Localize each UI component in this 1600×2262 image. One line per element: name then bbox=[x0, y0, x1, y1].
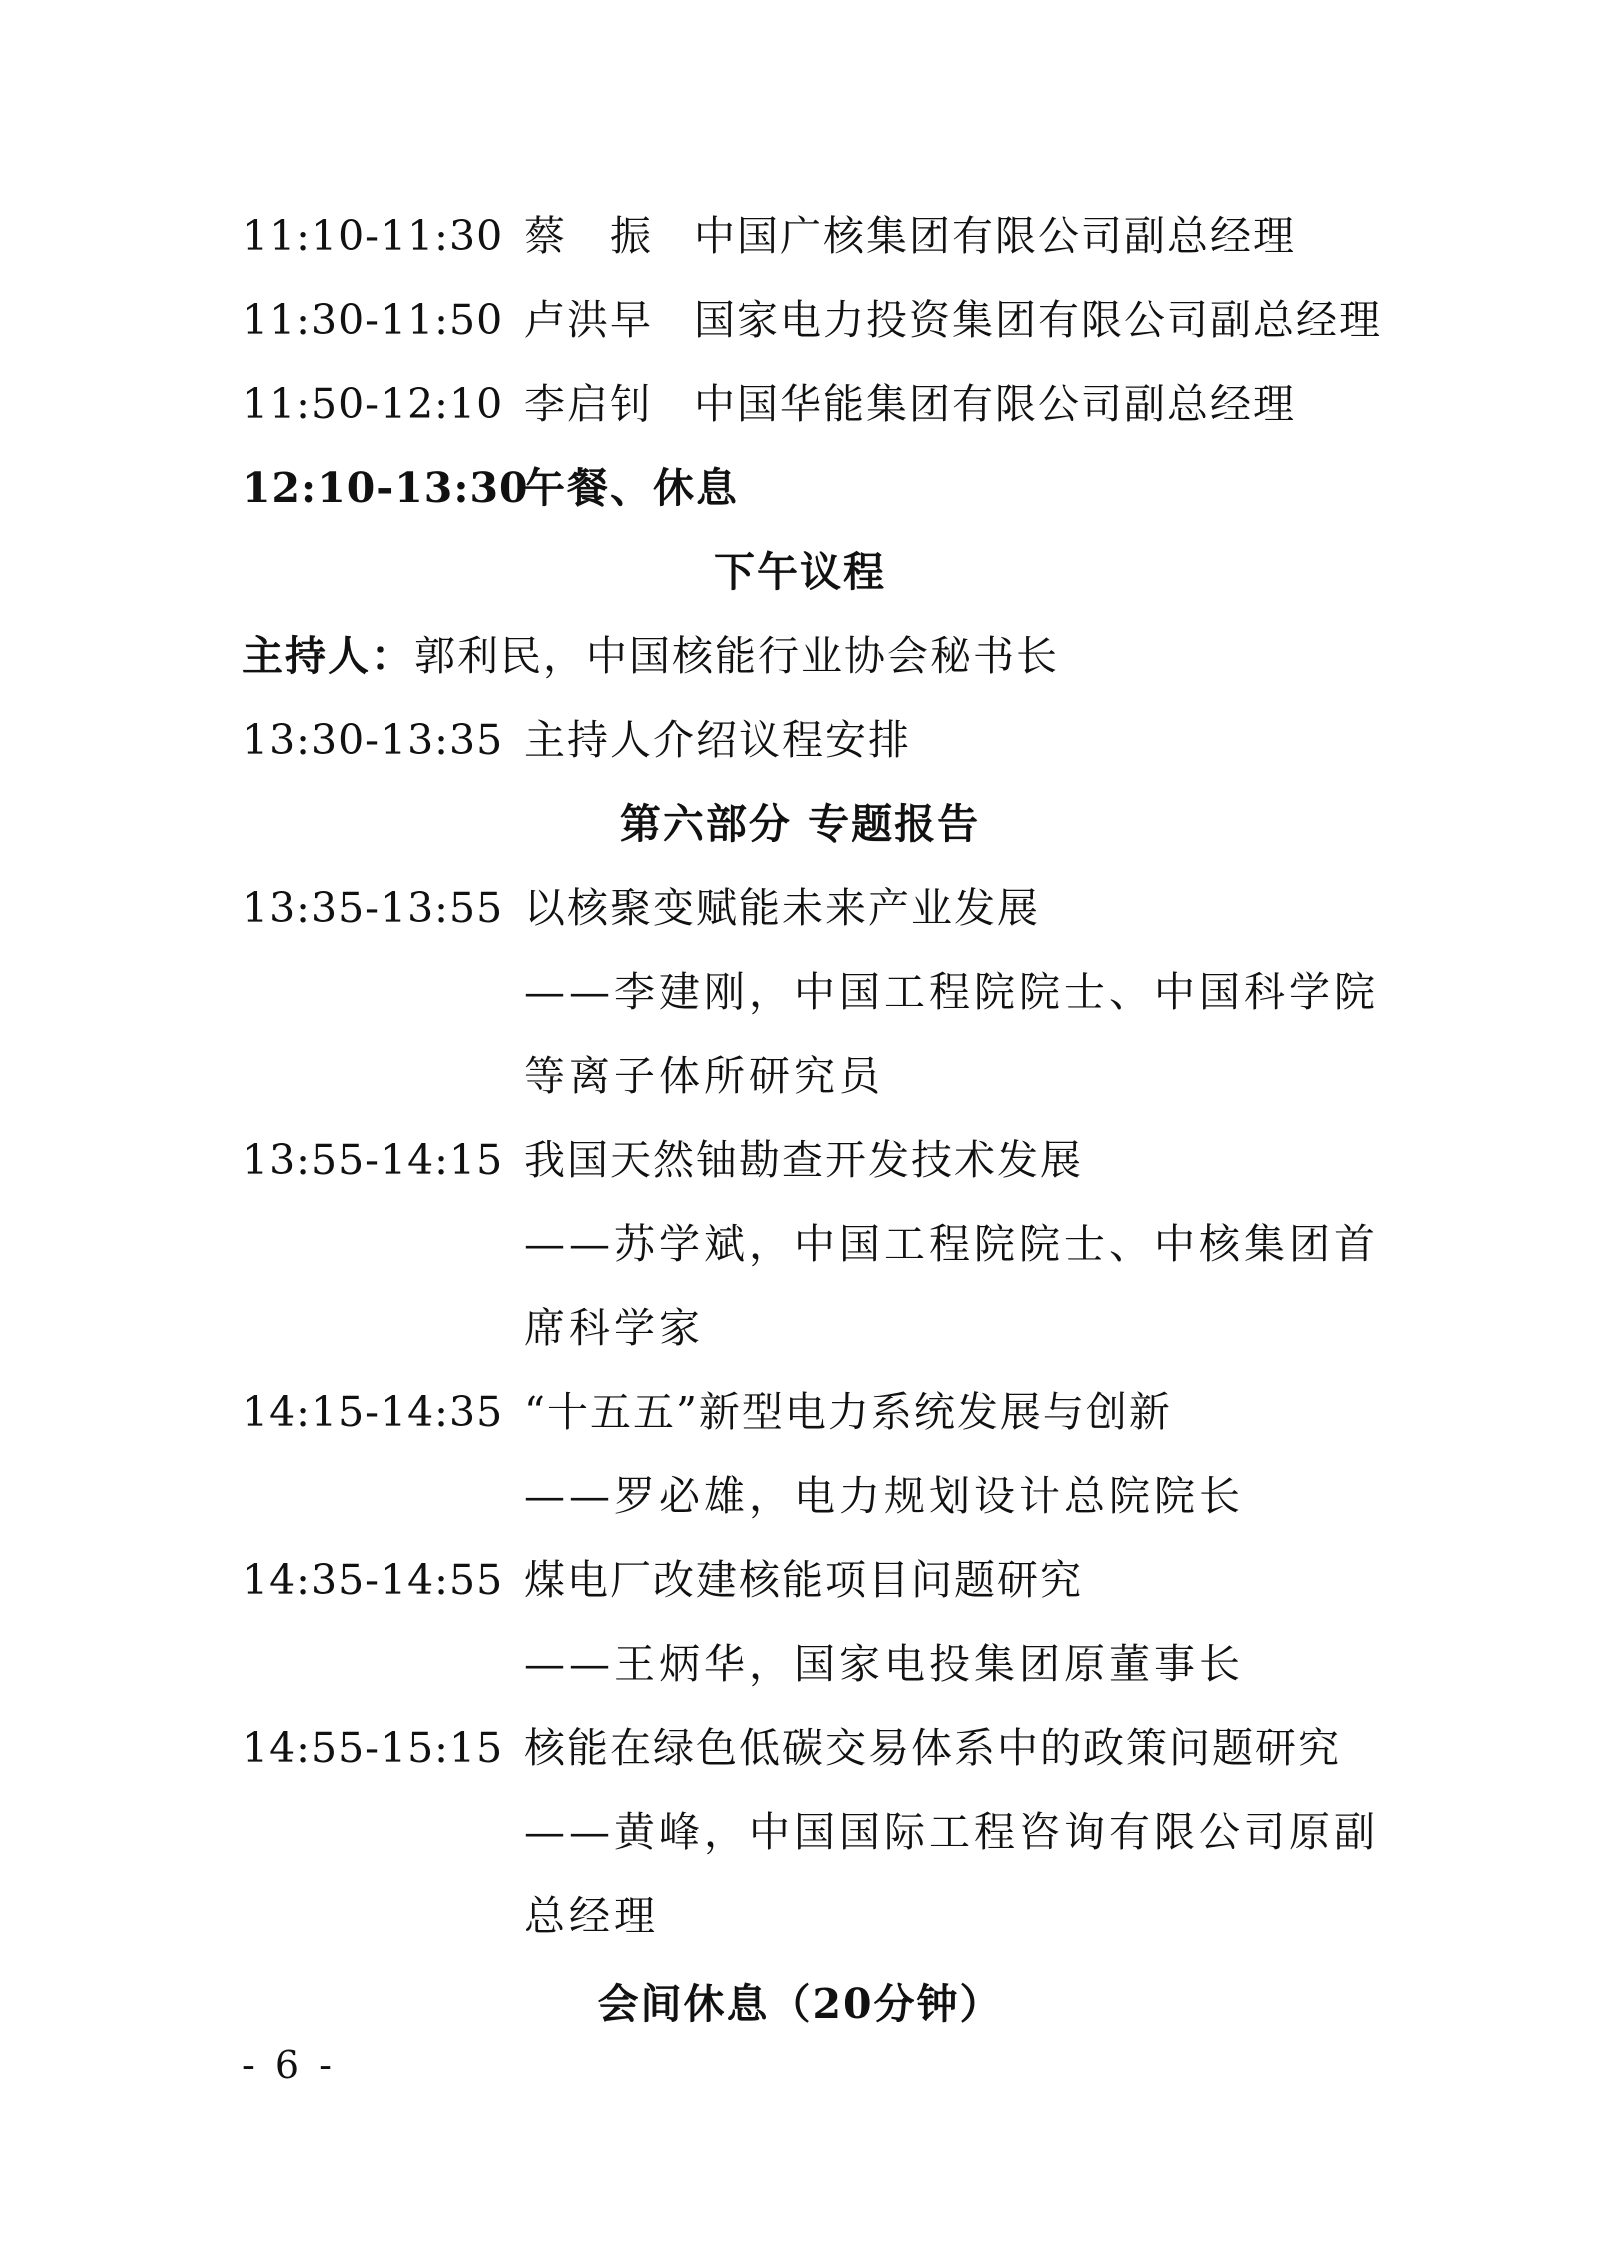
speaker-line: ——王炳华，国家电投集团原董事长 bbox=[524, 1640, 1244, 1688]
speaker-line: 席科学家 bbox=[524, 1304, 704, 1352]
intro-text: 主持人介绍议程安排 bbox=[524, 716, 911, 764]
time-slot: 11:50-12:10 bbox=[242, 380, 504, 428]
break-title: 会间休息（20分钟） bbox=[597, 1980, 1003, 2028]
host-text: 郭利民，中国核能行业协会秘书长 bbox=[414, 632, 1059, 680]
talk-topic: 核能在绿色低碳交易体系中的政策问题研究 bbox=[524, 1724, 1341, 1772]
talk-topic: “十五五”新型电力系统发展与创新 bbox=[524, 1388, 1172, 1436]
talk-topic: 以核聚变赋能未来产业发展 bbox=[524, 884, 1040, 932]
time-slot: 13:35-13:55 bbox=[242, 884, 504, 932]
speaker-name: 蔡 振 bbox=[524, 212, 653, 260]
talk-topic: 我国天然铀勘查开发技术发展 bbox=[524, 1136, 1083, 1184]
time-slot: 14:15-14:35 bbox=[242, 1388, 504, 1436]
host-label: 主持人： bbox=[242, 632, 414, 680]
agenda-entry bbox=[524, 194, 1296, 278]
time-slot: 11:30-11:50 bbox=[242, 296, 504, 344]
speaker-name: 卢洪早 bbox=[524, 296, 653, 344]
speaker-line: 等离子体所研究员 bbox=[524, 1052, 884, 1100]
speaker-org: 中国华能集团有限公司副总经理 bbox=[694, 380, 1296, 428]
afternoon-title: 下午议程 bbox=[714, 548, 886, 596]
agenda-entry bbox=[524, 278, 1382, 362]
lunch-text: 午餐、休息 bbox=[524, 464, 739, 512]
speaker-line: ——苏学斌，中国工程院院士、中核集团首 bbox=[524, 1220, 1379, 1268]
agenda-entry bbox=[524, 362, 1296, 446]
page-number: - 6 - bbox=[242, 2043, 337, 2087]
time-slot: 11:10-11:30 bbox=[242, 212, 504, 260]
speaker-org: 中国广核集团有限公司副总经理 bbox=[694, 212, 1296, 260]
talk-topic: 煤电厂改建核能项目问题研究 bbox=[524, 1556, 1083, 1604]
speaker-line: ——黄峰，中国国际工程咨询有限公司原副 bbox=[524, 1808, 1379, 1856]
section-title: 第六部分 专题报告 bbox=[619, 800, 981, 848]
speaker-line: ——李建刚，中国工程院院士、中国科学院 bbox=[524, 968, 1379, 1016]
speaker-name: 李启钊 bbox=[524, 380, 653, 428]
time-slot: 14:35-14:55 bbox=[242, 1556, 504, 1604]
speaker-org: 国家电力投资集团有限公司副总经理 bbox=[694, 296, 1382, 344]
time-slot: 14:55-15:15 bbox=[242, 1724, 504, 1772]
speaker-line: 总经理 bbox=[524, 1892, 659, 1940]
host-line bbox=[242, 614, 1059, 698]
speaker-line: ——罗必雄，电力规划设计总院院长 bbox=[524, 1472, 1244, 1520]
time-slot: 12:10-13:30 bbox=[242, 464, 529, 512]
time-slot: 13:30-13:35 bbox=[242, 716, 504, 764]
time-slot: 13:55-14:15 bbox=[242, 1136, 504, 1184]
